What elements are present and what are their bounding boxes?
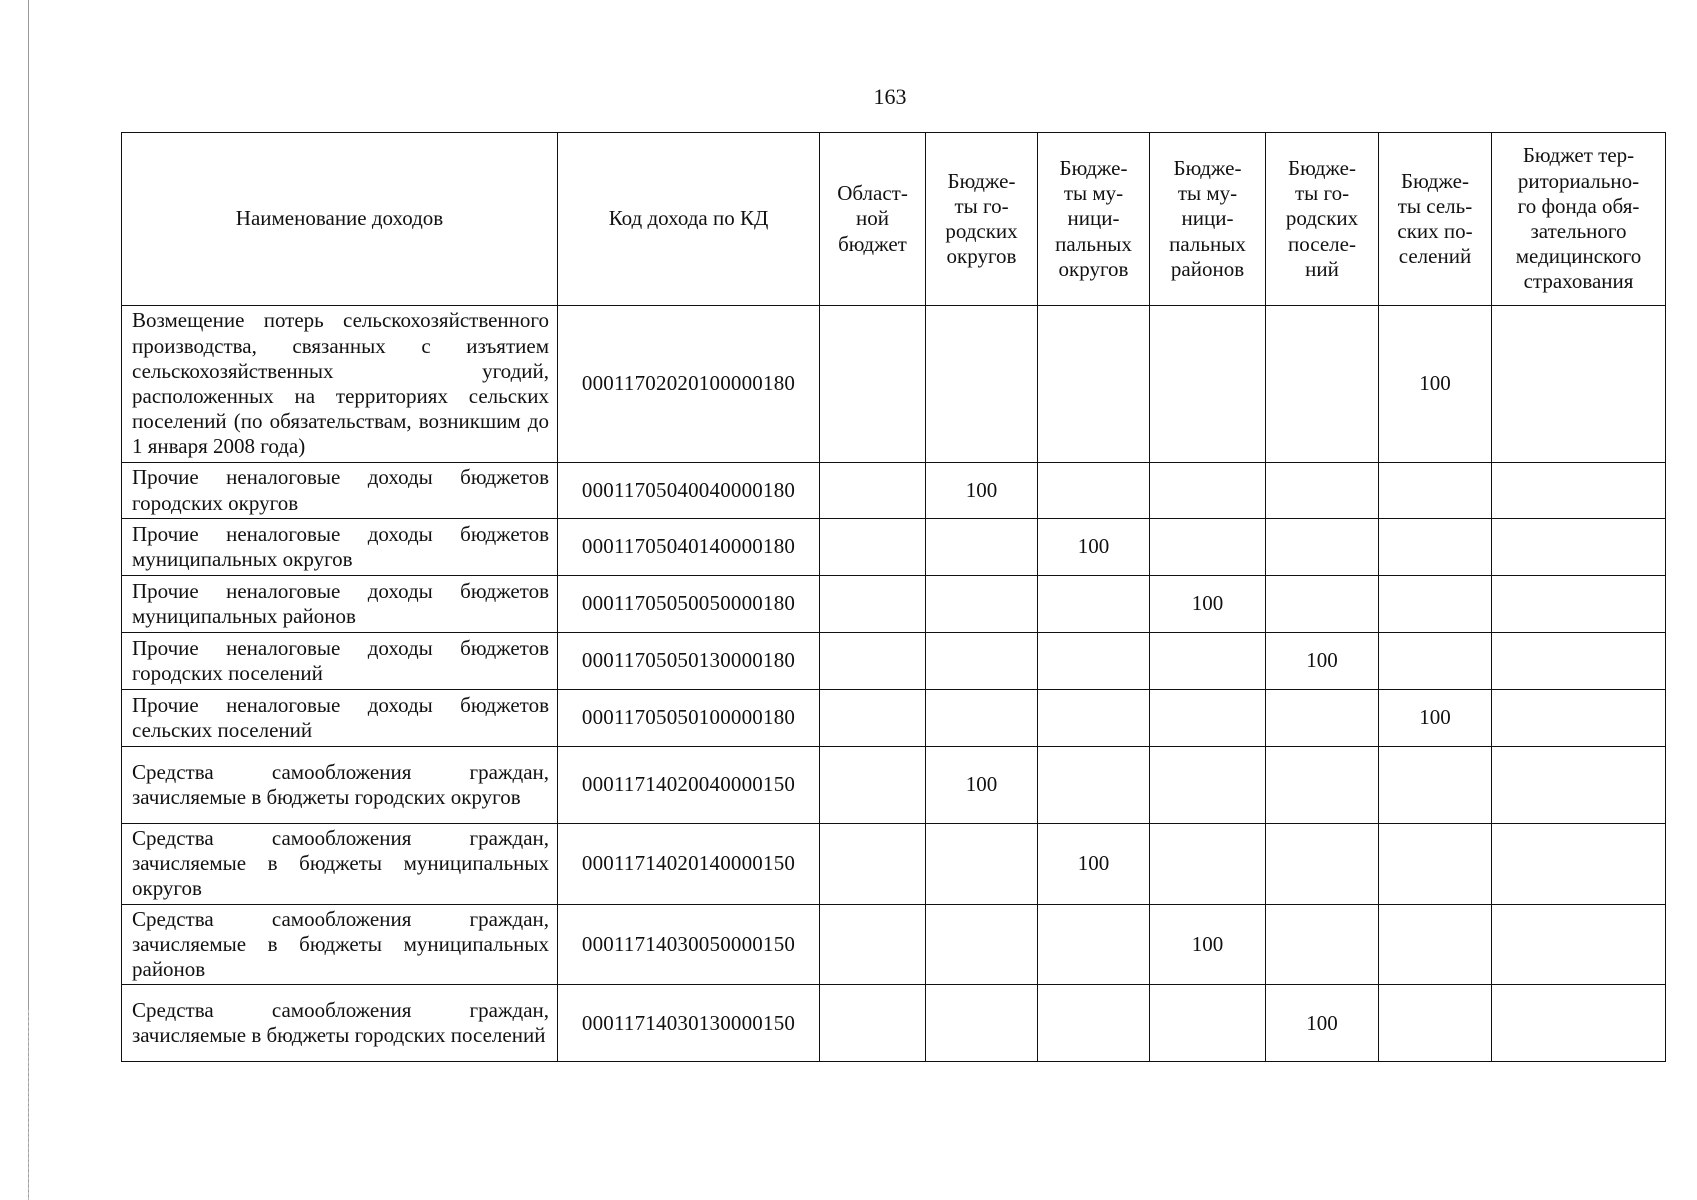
percent-value-cell	[820, 985, 926, 1062]
percent-value-cell	[926, 690, 1038, 747]
header-city-district-budgets: Бюдже- ты го- родских округов	[926, 133, 1038, 306]
income-code-cell: 00011714020140000150	[558, 824, 820, 905]
table-header-row	[122, 133, 1666, 306]
revenue-distribution-table	[121, 132, 1666, 1062]
percent-value-cell	[820, 824, 926, 905]
income-code-cell: 00011705040040000180	[558, 463, 820, 519]
table-row	[122, 690, 1666, 747]
percent-value-cell	[1150, 633, 1266, 690]
income-name-cell: Прочие неналоговые доходы бюджетов муниципальных округов	[122, 519, 558, 576]
header-income-code: Код дохода по КД	[558, 133, 820, 306]
percent-value-cell	[926, 519, 1038, 576]
table-row	[122, 463, 1666, 519]
table-row	[122, 576, 1666, 633]
header-rural-settlement-budgets: Бюдже- ты сель- ских по- селений	[1379, 133, 1492, 306]
income-name-cell: Возмещение потерь сельскохозяйственного производства, связанных с изъятием сельскохозяйственных угодий, расположенных на территориях сельских поселений (по обязательствам, возникшим до 1 января 2008 года)	[122, 306, 558, 463]
percent-value-cell: 100	[1266, 633, 1379, 690]
percent-value-cell	[1492, 306, 1666, 463]
percent-value-cell	[1038, 985, 1150, 1062]
percent-value-cell: 100	[926, 463, 1038, 519]
percent-value-cell	[1492, 904, 1666, 985]
percent-value-cell	[926, 306, 1038, 463]
percent-value-cell: 100	[1379, 306, 1492, 463]
income-code-cell: 00011714020040000150	[558, 747, 820, 824]
percent-value-cell	[1379, 519, 1492, 576]
percent-value-cell	[820, 576, 926, 633]
income-code-cell: 00011705050100000180	[558, 690, 820, 747]
percent-value-cell	[926, 576, 1038, 633]
table-row	[122, 824, 1666, 905]
percent-value-cell	[820, 747, 926, 824]
percent-value-cell	[926, 904, 1038, 985]
left-margin-dashed-line	[28, 1010, 30, 1200]
page-number: 163	[873, 84, 907, 109]
percent-value-cell	[1492, 519, 1666, 576]
income-name-cell: Прочие неналоговые доходы бюджетов муниципальных районов	[122, 576, 558, 633]
percent-value-cell	[1266, 747, 1379, 824]
percent-value-cell: 100	[926, 747, 1038, 824]
percent-value-cell	[1492, 824, 1666, 905]
income-name-cell: Средства самообложения граждан, зачисляемые в бюджеты городских округов	[122, 747, 558, 824]
percent-value-cell	[1379, 747, 1492, 824]
percent-value-cell	[926, 824, 1038, 905]
table-row	[122, 904, 1666, 985]
table-row	[122, 633, 1666, 690]
percent-value-cell	[1266, 519, 1379, 576]
percent-value-cell: 100	[1038, 824, 1150, 905]
percent-value-cell	[1379, 463, 1492, 519]
percent-value-cell	[1150, 463, 1266, 519]
income-code-cell: 00011714030130000150	[558, 985, 820, 1062]
percent-value-cell: 100	[1379, 690, 1492, 747]
percent-value-cell	[1038, 576, 1150, 633]
percent-value-cell	[1038, 904, 1150, 985]
percent-value-cell	[1150, 824, 1266, 905]
percent-value-cell	[1150, 690, 1266, 747]
percent-value-cell	[1266, 463, 1379, 519]
header-urban-settlement-budgets: Бюдже- ты го- родских поселе- ний	[1266, 133, 1379, 306]
percent-value-cell	[1150, 747, 1266, 824]
percent-value-cell	[1492, 463, 1666, 519]
percent-value-cell	[1150, 985, 1266, 1062]
percent-value-cell	[1492, 633, 1666, 690]
percent-value-cell	[1379, 904, 1492, 985]
income-name-cell: Прочие неналоговые доходы бюджетов сельских поселений	[122, 690, 558, 747]
percent-value-cell	[1266, 576, 1379, 633]
income-name-cell: Средства самообложения граждан, зачисляемые в бюджеты муниципальных районов	[122, 904, 558, 985]
percent-value-cell	[1038, 747, 1150, 824]
income-name-cell: Прочие неналоговые доходы бюджетов городских округов	[122, 463, 558, 519]
income-name-cell: Прочие неналоговые доходы бюджетов городских поселений	[122, 633, 558, 690]
percent-value-cell	[820, 690, 926, 747]
percent-value-cell	[1150, 519, 1266, 576]
income-name-cell: Средства самообложения граждан, зачисляемые в бюджеты муниципальных округов	[122, 824, 558, 905]
percent-value-cell	[1492, 690, 1666, 747]
percent-value-cell	[1492, 747, 1666, 824]
table-row	[122, 747, 1666, 824]
header-municipal-district-budgets: Бюдже- ты му- ници- пальных округов	[1038, 133, 1150, 306]
header-income-name: Наименование доходов	[122, 133, 558, 306]
percent-value-cell	[1150, 306, 1266, 463]
percent-value-cell	[1266, 690, 1379, 747]
percent-value-cell	[1379, 985, 1492, 1062]
percent-value-cell	[1038, 306, 1150, 463]
percent-value-cell	[820, 463, 926, 519]
header-regional-budget: Област- ной бюджет	[820, 133, 926, 306]
header-municipal-area-budgets: Бюдже- ты му- ници- пальных районов	[1150, 133, 1266, 306]
table-row	[122, 519, 1666, 576]
table-row	[122, 306, 1666, 463]
table-row	[122, 985, 1666, 1062]
percent-value-cell	[1266, 904, 1379, 985]
income-code-cell: 00011705040140000180	[558, 519, 820, 576]
percent-value-cell	[926, 633, 1038, 690]
percent-value-cell	[820, 633, 926, 690]
percent-value-cell	[1379, 633, 1492, 690]
percent-value-cell	[820, 519, 926, 576]
percent-value-cell	[1266, 306, 1379, 463]
percent-value-cell	[1038, 633, 1150, 690]
percent-value-cell	[1038, 463, 1150, 519]
income-code-cell: 00011705050130000180	[558, 633, 820, 690]
percent-value-cell: 100	[1150, 904, 1266, 985]
percent-value-cell	[820, 904, 926, 985]
percent-value-cell	[820, 306, 926, 463]
income-code-cell: 00011714030050000150	[558, 904, 820, 985]
income-code-cell: 00011702020100000180	[558, 306, 820, 463]
table-body	[122, 306, 1666, 1062]
percent-value-cell	[1492, 985, 1666, 1062]
percent-value-cell: 100	[1150, 576, 1266, 633]
header-medical-insurance-fund-budget: Бюджет тер- риториально- го фонда обя- зательного медицинского страхования	[1492, 133, 1666, 306]
percent-value-cell	[1379, 824, 1492, 905]
income-code-cell: 00011705050050000180	[558, 576, 820, 633]
percent-value-cell	[926, 985, 1038, 1062]
percent-value-cell	[1038, 690, 1150, 747]
percent-value-cell	[1266, 824, 1379, 905]
percent-value-cell	[1492, 576, 1666, 633]
income-name-cell: Средства самообложения граждан, зачисляемые в бюджеты городских поселений	[122, 985, 558, 1062]
percent-value-cell: 100	[1038, 519, 1150, 576]
percent-value-cell	[1379, 576, 1492, 633]
percent-value-cell: 100	[1266, 985, 1379, 1062]
